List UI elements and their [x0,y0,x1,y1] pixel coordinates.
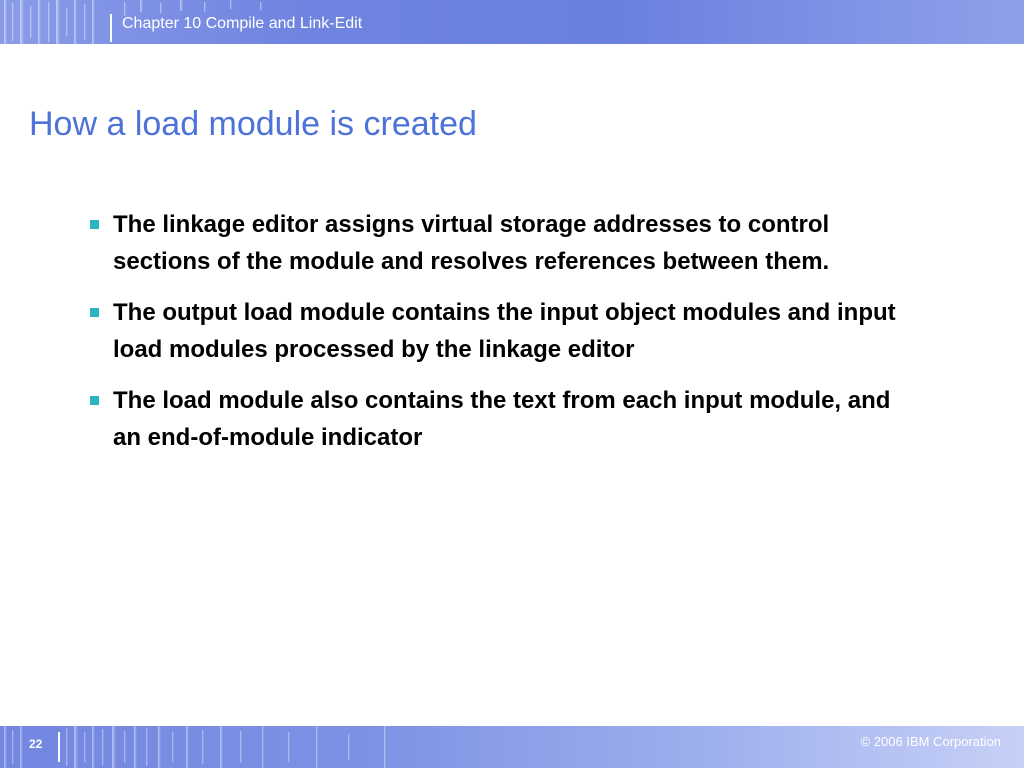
chapter-title: Chapter 10 Compile and Link-Edit [122,15,363,32]
bullet-list [88,206,918,470]
bullet-item [88,294,918,368]
footer-decorative-pattern [0,726,460,768]
header-separator [110,14,112,42]
footer-separator [58,732,60,762]
bullet-text: The linkage editor assigns virtual storage addresses to control sections of the module and resolves references between them. [113,211,830,275]
bullet-text: The load module also contains the text from each input module, and an end-of-module indicator [113,387,891,451]
bullet-item [88,382,918,456]
header-band [0,0,1024,44]
copyright-notice: © 2006 IBM Corporation [860,734,1001,749]
slide-title: How a load module is created [29,105,477,143]
page-number: 22 [29,737,43,751]
square-bullet-icon [90,308,99,317]
bullet-text: The output load module contains the input object modules and input load modules processed by the linkage editor [113,299,896,363]
bullet-item [88,206,918,280]
square-bullet-icon [90,220,99,229]
square-bullet-icon [90,396,99,405]
